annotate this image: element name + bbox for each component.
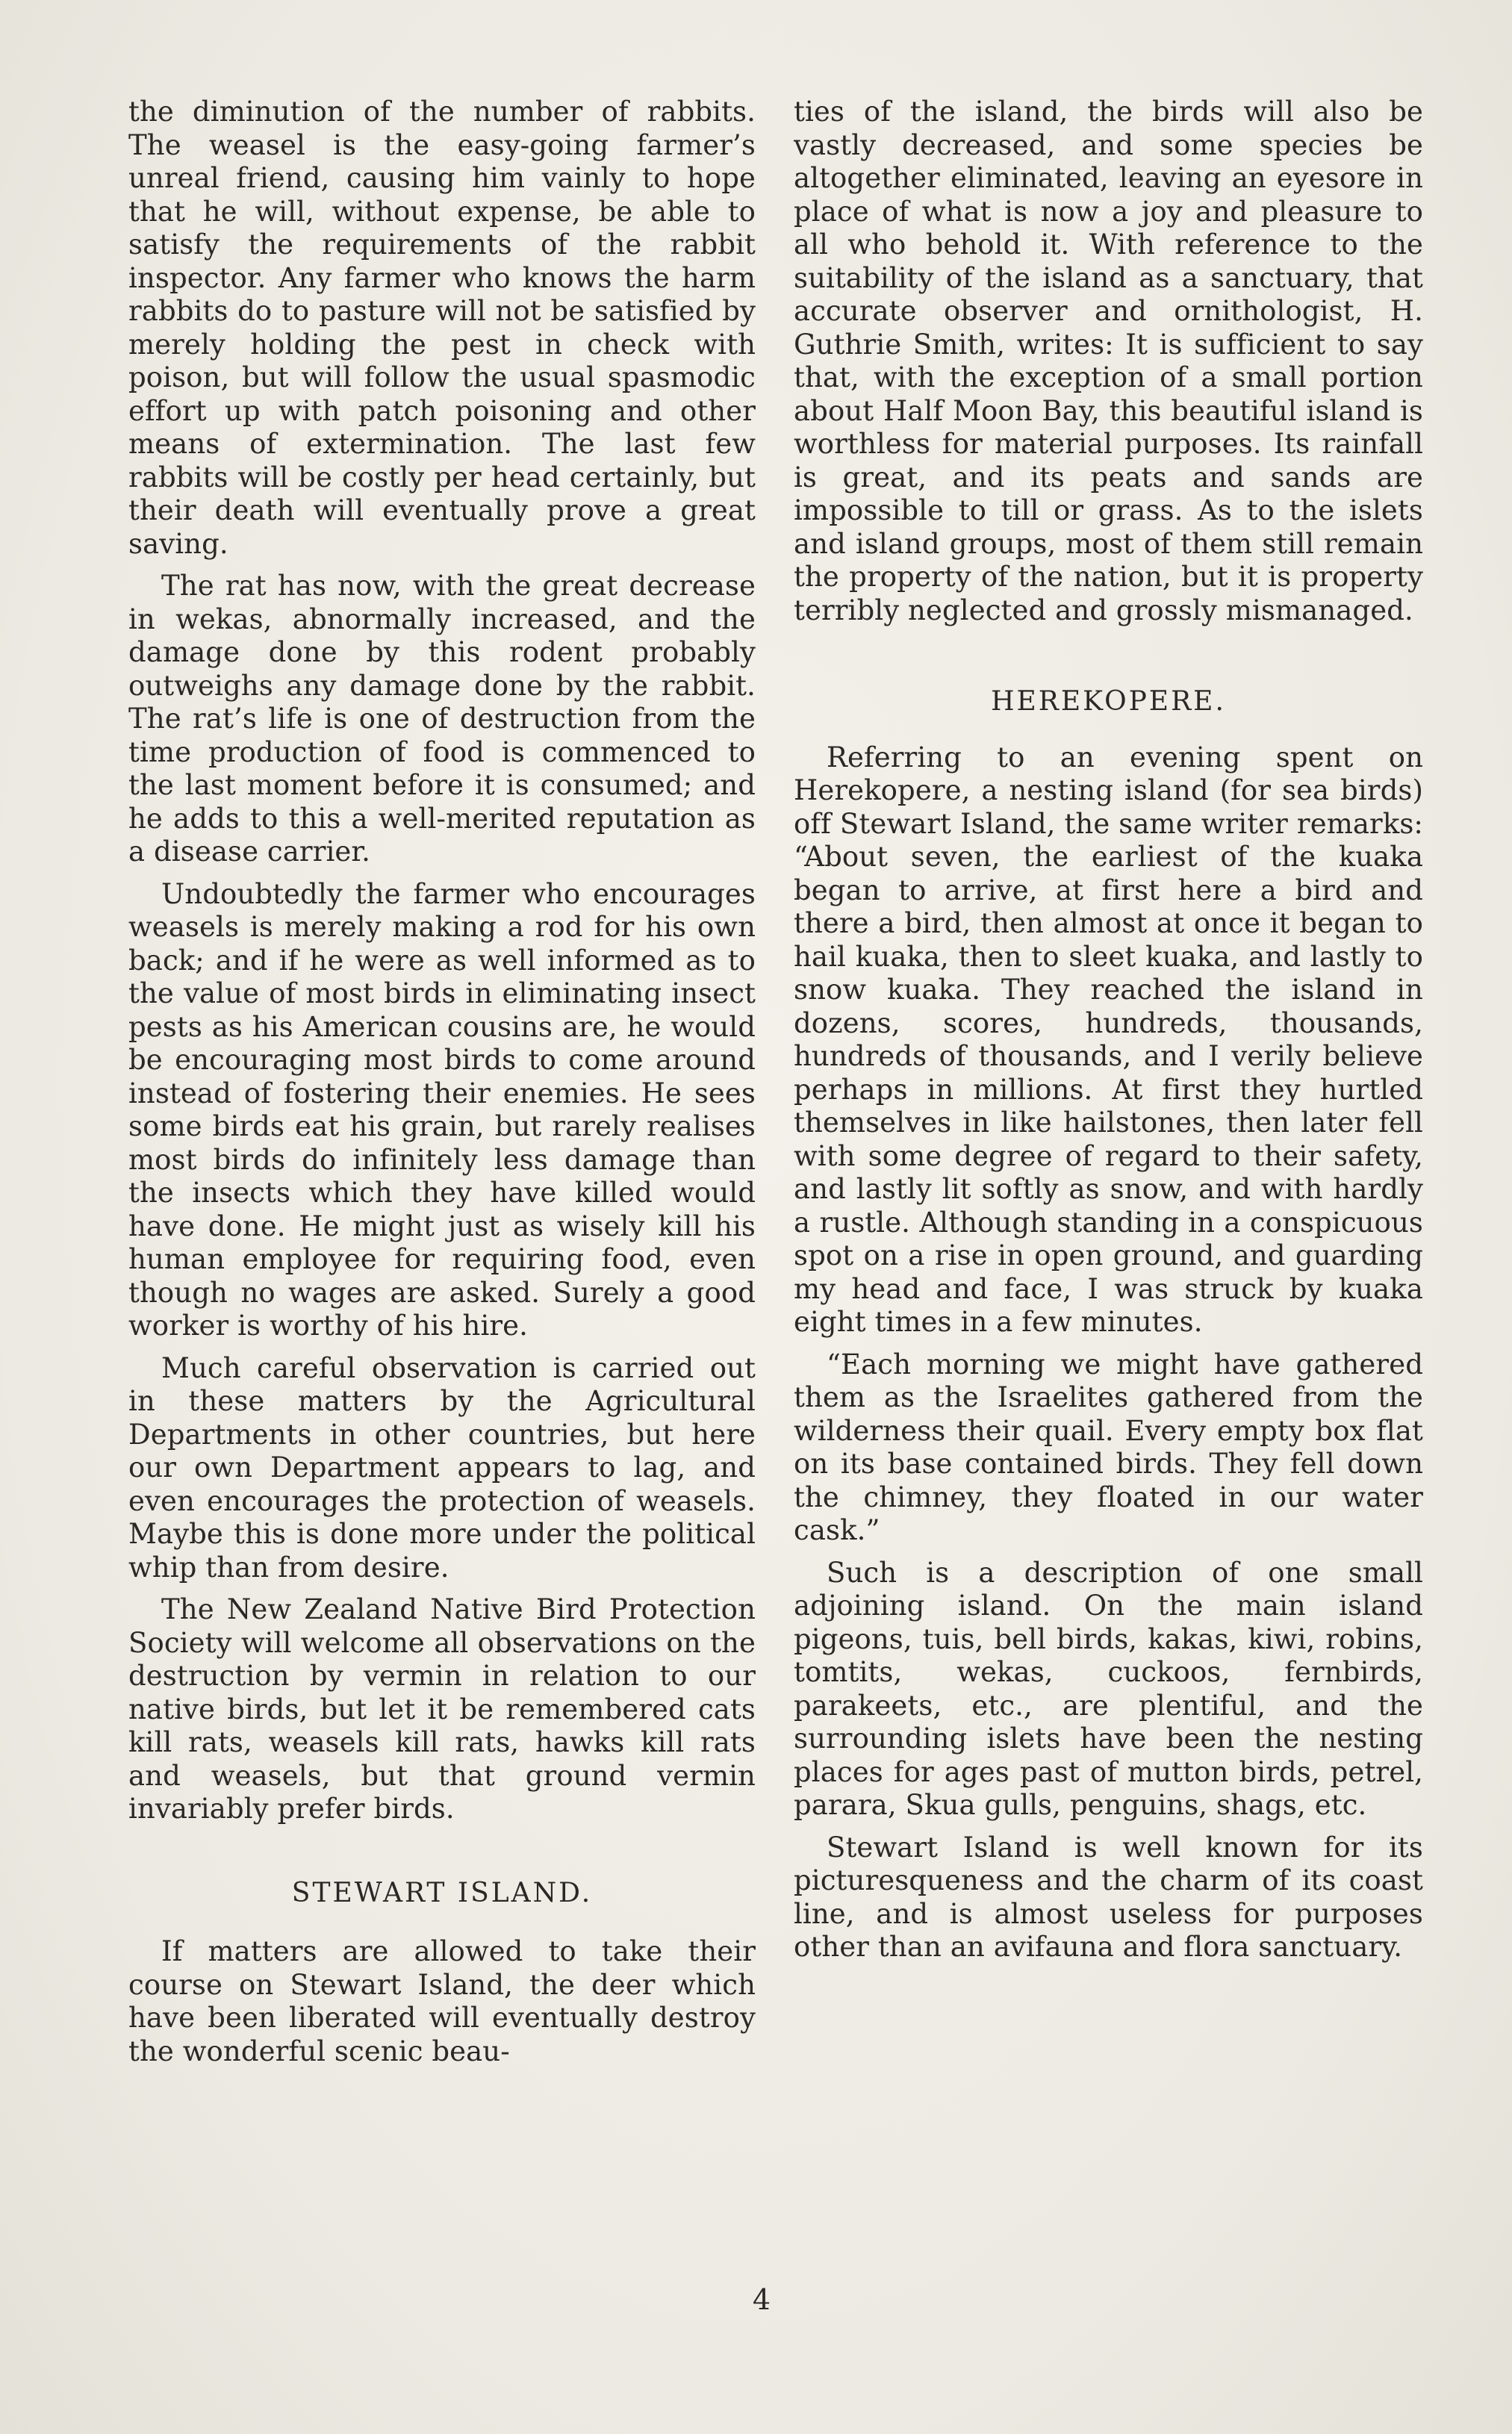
paragraph: Much careful observation is carried out in these matters by the Agricultural Departments in other countries, but here our own Department appears to lag, and even encourages the protection of weasels. Maybe this is done more under the political whip than from desire. — [128, 1351, 756, 1584]
paragraph: “Each morning we might have gathered them as the Israelites gathered from the wilderness their quail. Every empty box flat on its base contained birds. They fell down the chimney, they floated in our water cask.” — [794, 1348, 1423, 1546]
paragraph: If matters are allowed to take their course on Stewart Island, the deer which have been liberated will eventually destroy the wonderful scenic beau- — [128, 1935, 756, 2067]
left-column — [128, 96, 756, 2077]
page-number: 4 — [752, 2283, 771, 2316]
section-heading-stewart-island: STEWART ISLAND. — [291, 1877, 593, 1908]
paragraph: ties of the island, the birds will also be vastly decreased, and some species be altogether eliminated, leaving an eyesore in place of what is now a joy and pleasure to all who behold it. With reference to the suitability of the island as a sanctuary, that accurate observer and ornithologist, H. Guthrie Smith, writes: It is sufficient to say that, with the exception of a small portion about Half Moon Bay, this beautiful island is worthless for material purposes. Its rainfall is great, and its peats and sands are impossible to till or grass. As to the islets and island groups, most of them still remain the property of the nation, but it is property terribly neglected and grossly mismanaged. — [794, 96, 1423, 626]
paragraph: Undoubtedly the farmer who encourages weasels is merely making a rod for his own back; and if he were as well informed as to the value of most birds in eliminating insect pests as his American cousins are, he would be encouraging most birds to come around instead of fostering their enemies. He sees some birds eat his grain, but rarely realises most birds do infinitely less damage than the insects which they have killed would have done. He might just as wisely kill his human employee for requiring food, even though no wages are asked. Surely a good worker is worthy of his hire. — [128, 877, 756, 1342]
paragraph: The New Zealand Native Bird Protection Society will welcome all observations on the destruction by vermin in relation to our native birds, but let it be remembered cats kill rats, weasels kill rats, hawks kill rats and weasels, but that ground vermin invariably prefer birds. — [128, 1593, 756, 1825]
section-heading-herekopere: HEREKOPERE. — [991, 686, 1226, 717]
paragraph: Referring to an evening spent on Herekopere, a nesting island (for sea birds) off Stewart Island, the same writer remarks: “About seven, the earliest of the kuaka began to arrive, at first here a bird and there a bird, then almost at once it began to hail kuaka, then to sleet kuaka, and lastly to snow kuaka. They reached the island in dozens, scores, hundreds, thousands, hundreds of thousands, and I verily believe perhaps in millions. At first they hurtled themselves in like hailstones, then later fell with some degree of regard to their safety, and lastly lit softly as snow, and with hardly a rustle. Although standing in a conspicuous spot on a rise in open ground, and guarding my head and face, I was struck by kuaka eight times in a few minutes. — [794, 741, 1423, 1338]
paragraph: the diminution of the number of rabbits. The weasel is the easy-going farmer’s unreal friend, causing him vainly to hope that he will, without expense, be able to satisfy the requirements of the rabbit inspector. Any farmer who knows the harm rabbits do to pasture will not be satisfied by merely holding the pest in check with poison, but will follow the usual spasmodic effort up with patch poisoning and other means of extermination. The last few rabbits will be costly per head certainly, but their death will eventually prove a great saving. — [128, 96, 756, 560]
paragraph: Such is a description of one small adjoining island. On the main island pigeons, tuis, bell birds, kakas, kiwi, robins, tomtits, wekas, cuckoos, fernbirds, parakeets, etc., are plentiful, and the surrounding islets have been the nesting places for ages past of mutton birds, petrel, parara, Skua gulls, penguins, shags, etc. — [794, 1556, 1423, 1821]
paragraph: Stewart Island is well known for its picturesqueness and the charm of its coast line, and is almost useless for purposes other than an avifauna and flora sanctuary. — [794, 1831, 1423, 1963]
paragraph: The rat has now, with the great decrease in wekas, abnormally increased, and the damage done by this rodent probably outweighs any damage done by the rabbit. The rat’s life is one of destruction from the time production of food is commenced to the last moment before it is consumed; and he adds to this a well-merited reputation as a disease carrier. — [128, 570, 756, 868]
right-column — [794, 96, 1423, 1973]
